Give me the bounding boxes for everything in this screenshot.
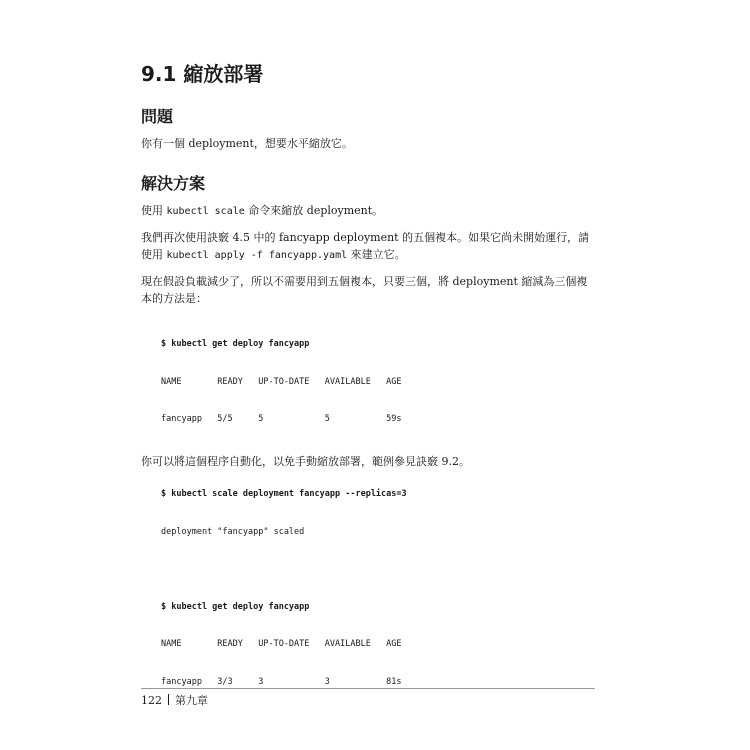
inline-code-kubectl-apply: kubectl apply -f fancyapp.yaml bbox=[166, 250, 348, 261]
solution-p2-text-2: 來建立它。 bbox=[347, 248, 406, 261]
problem-paragraph bbox=[141, 135, 595, 152]
section-title: 9.1 縮放部署 bbox=[141, 62, 264, 86]
solution-paragraph-3: 現在假設負載減少了，所以不需要用到五個複本，只要三個，將 deployment 縮減為三個複本的方法是： bbox=[141, 275, 588, 305]
code-line: $ kubectl get deploy fancyapp bbox=[161, 339, 310, 349]
inline-code-kubectl-scale: kubectl scale bbox=[166, 206, 245, 217]
footer-separator bbox=[168, 694, 169, 705]
solution-p2-text-1: 我們再次使用訣竅 4.5 中的 fancyapp deployment 的五個複本。如果它尚未開始運行，請使用 bbox=[141, 231, 590, 261]
chapter-label: 第九章 bbox=[175, 694, 208, 707]
solution-p1-text-1: 使用 bbox=[141, 204, 167, 217]
problem-text-2: deployment bbox=[188, 137, 254, 150]
solution-paragraph-1 bbox=[141, 202, 595, 220]
code-line: deployment "fancyapp" scaled bbox=[161, 526, 305, 537]
solution-heading: 解決方案 bbox=[141, 174, 206, 193]
page-number: 122 bbox=[141, 694, 162, 707]
code-line: $ kubectl scale deployment fancyapp --replicas=3 bbox=[161, 489, 407, 499]
code-line: fancyapp 3/3 3 3 81s bbox=[161, 676, 402, 687]
problem-heading: 問題 bbox=[141, 107, 174, 126]
page-footer bbox=[141, 693, 208, 709]
footer-divider bbox=[141, 688, 595, 689]
problem-text-1: 你有一個 bbox=[141, 137, 189, 150]
code-line: NAME READY UP-TO-DATE AVAILABLE AGE bbox=[161, 376, 402, 387]
code-line: fancyapp 5/5 5 5 59s bbox=[161, 414, 402, 424]
problem-text-3: ，想要水平縮放它。 bbox=[253, 137, 353, 150]
solution-paragraph-4: 你可以將這個程序自動化，以免手動縮放部署，範例參見訣竅 9.2。 bbox=[141, 455, 470, 468]
code-line: $ kubectl get deploy fancyapp bbox=[161, 601, 310, 612]
code-line: NAME READY UP-TO-DATE AVAILABLE AGE bbox=[161, 639, 402, 649]
solution-p1-text-2: 命令來縮放 deployment。 bbox=[244, 204, 384, 217]
code-block bbox=[161, 313, 581, 713]
book-page bbox=[141, 0, 595, 750]
solution-paragraph-2 bbox=[141, 229, 595, 264]
code-line bbox=[161, 563, 581, 576]
